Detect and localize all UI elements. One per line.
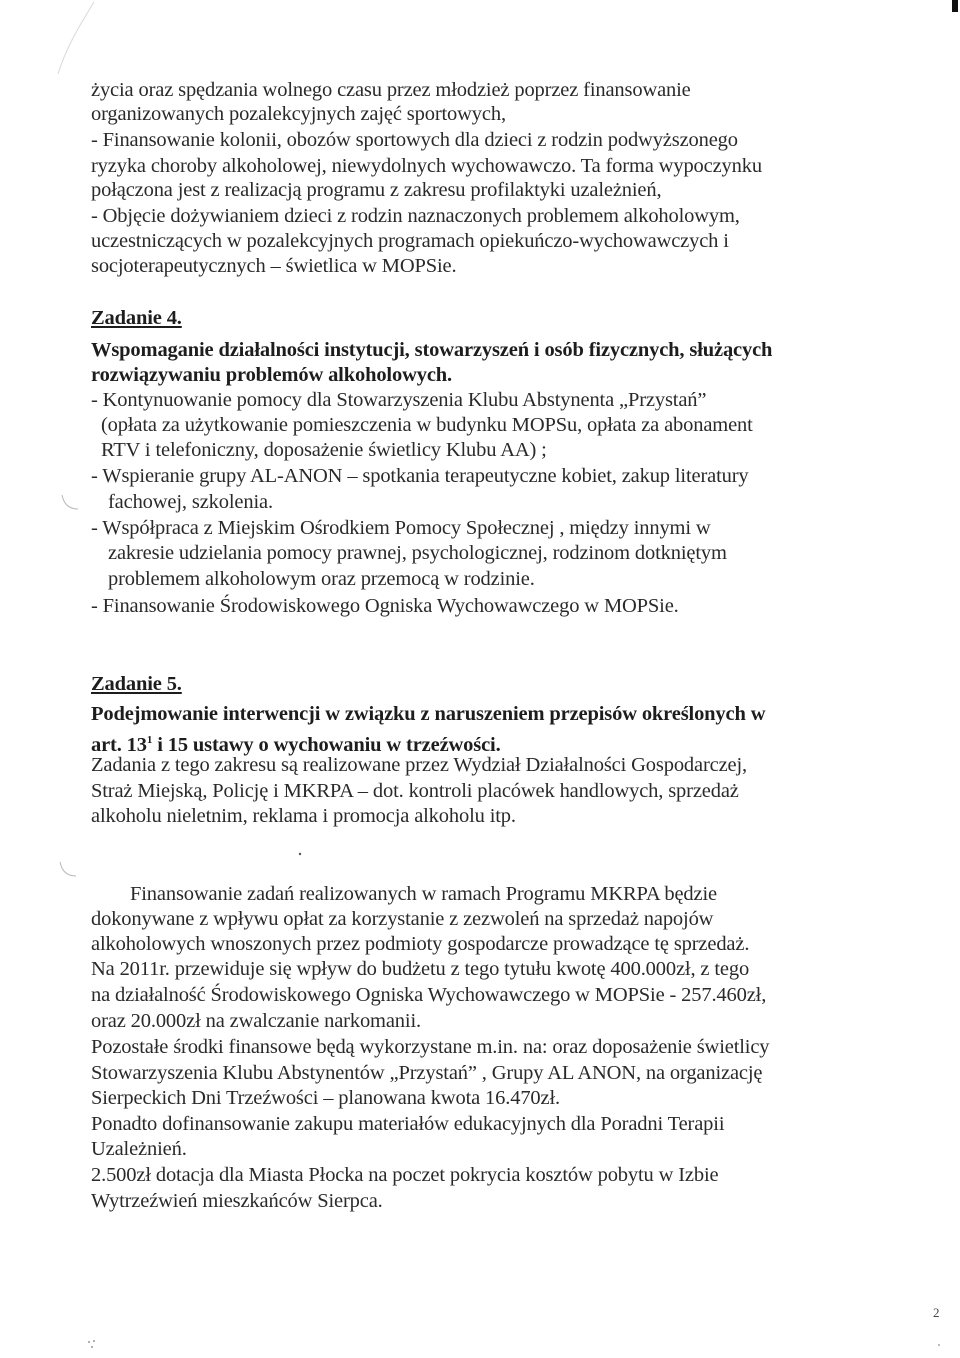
scan-mark-margin-1	[60, 493, 80, 513]
text-line: Wytrzeźwień mieszkańców Sierpca.	[91, 1190, 383, 1212]
text-line: alkoholowych wnoszonych przez podmioty gospodarcze prowadzące tę sprzedaż.	[91, 933, 750, 955]
text-line: RTV i telefoniczny, doposażenie świetlicy Klubu AA) ;	[101, 439, 547, 461]
page-number: 2	[933, 1305, 940, 1320]
text-line: - Finansowanie kolonii, obozów sportowych dla dzieci z rodzin podwyższonego	[91, 129, 738, 151]
text-line: Ponadto dofinansowanie zakupu materiałów edukacyjnych dla Poradni Terapii	[91, 1113, 725, 1135]
task-4-title: rozwiązywaniu problemów alkoholowych.	[91, 364, 453, 386]
text-line: dokonywane z wpływu opłat za korzystanie z zezwoleń na sprzedaż napojów	[91, 908, 714, 930]
text-line: fachowej, szkolenia.	[108, 491, 273, 513]
text-line: Uzależnień.	[91, 1138, 187, 1160]
scan-mark-bottom-left	[86, 1338, 100, 1352]
text-line: - Wspieranie grupy AL-ANON – spotkania terapeutyczne kobiet, zakup literatury	[91, 465, 749, 487]
text-line: Finansowanie zadań realizowanych w ramach Programu MKRPA będzie	[130, 883, 717, 905]
text-line: Zadania z tego zakresu są realizowane przez Wydział Działalności Gospodarczej,	[91, 754, 748, 776]
text-line: Stowarzyszenia Klubu Abstynentów „Przystań” , Grupy AL ANON, na organizację	[91, 1062, 763, 1084]
scan-mark-dot	[296, 850, 304, 858]
text-line: oraz 20.000zł na zwalczanie narkomanii.	[91, 1010, 421, 1032]
text-line: problemem alkoholowym oraz przemocą w rodzinie.	[108, 568, 535, 590]
text-line: zakresie udzielania pomocy prawnej, psychologicznej, rodzinom dotkniętym	[108, 542, 727, 564]
task-5-title: Podejmowanie interwencji w związku z naruszeniem przepisów określonych w	[91, 703, 766, 725]
text-line: - Kontynuowanie pomocy dla Stowarzyszenia Klubu Abstynenta „Przystań”	[91, 389, 707, 411]
text-line: 2.500zł dotacja dla Miasta Płocka na poczet pokrycia kosztów pobytu w Izbie	[91, 1164, 719, 1186]
task-4-title: Wspomaganie działalności instytucji, stowarzyszeń i osób fizycznych, służących	[91, 339, 773, 361]
text-line: - Objęcie dożywianiem dzieci z rodzin naznaczonych problemem alkoholowym,	[91, 205, 740, 227]
text-line: Straż Miejską, Policję i MKRPA – dot. kontroli placówek handlowych, sprzedaż	[91, 780, 739, 802]
scan-mark-top-left	[28, 0, 98, 80]
text-line: połączona jest z realizacją programu z zakresu profilaktyki uzależnień,	[91, 179, 662, 201]
scan-mark-top-right	[952, 0, 958, 12]
text-line: Sierpeckich Dni Trzeźwości – planowana kwota 16.470zł.	[91, 1087, 560, 1109]
text-line: życia oraz spędzania wolnego czasu przez młodzież poprzez finansowanie	[91, 79, 691, 101]
text-line: - Finansowanie Środowiskowego Ogniska Wychowawczego w MOPSie.	[91, 595, 679, 617]
task-5-heading: Zadanie 5.	[91, 673, 182, 695]
scan-mark-bottom-right	[934, 1340, 948, 1354]
title-text: i 15 ustawy o wychowaniu w trzeźwości.	[152, 733, 501, 756]
text-line: uczestniczących w pozalekcyjnych programach opiekuńczo-wychowawczych i	[91, 230, 729, 252]
text-line: Pozostałe środki finansowe będą wykorzystane m.in. na: oraz doposażenie świetlicy	[91, 1036, 770, 1058]
title-text: art. 13	[91, 733, 147, 756]
task-4-heading: Zadanie 4.	[91, 307, 182, 329]
text-line: - Współpraca z Miejskim Ośrodkiem Pomocy Społecznej , między innymi w	[91, 517, 711, 539]
text-line: (opłata za użytkowanie pomieszczenia w budynku MOPSu, opłata za abonament	[101, 414, 753, 436]
text-line: socjoterapeutycznych – świetlica w MOPSie.	[91, 255, 457, 277]
text-line: ryzyka choroby alkoholowej, niewydolnych wychowawczo. Ta forma wypoczynku	[91, 155, 762, 177]
text-line: organizowanych pozalekcyjnych zajęć sportowych,	[91, 103, 506, 125]
text-line: na działalność Środowiskowego Ogniska Wychowawczego w MOPSie - 257.460zł,	[91, 984, 767, 1006]
scan-mark-margin-2	[58, 860, 78, 880]
text-line: Na 2011r. przewiduje się wpływ do budżetu z tego tytułu kwotę 400.000zł, z tego	[91, 958, 750, 980]
text-line: alkoholu nieletnim, reklama i promocja alkoholu itp.	[91, 805, 516, 827]
footnote-superscript: 1	[146, 734, 153, 746]
